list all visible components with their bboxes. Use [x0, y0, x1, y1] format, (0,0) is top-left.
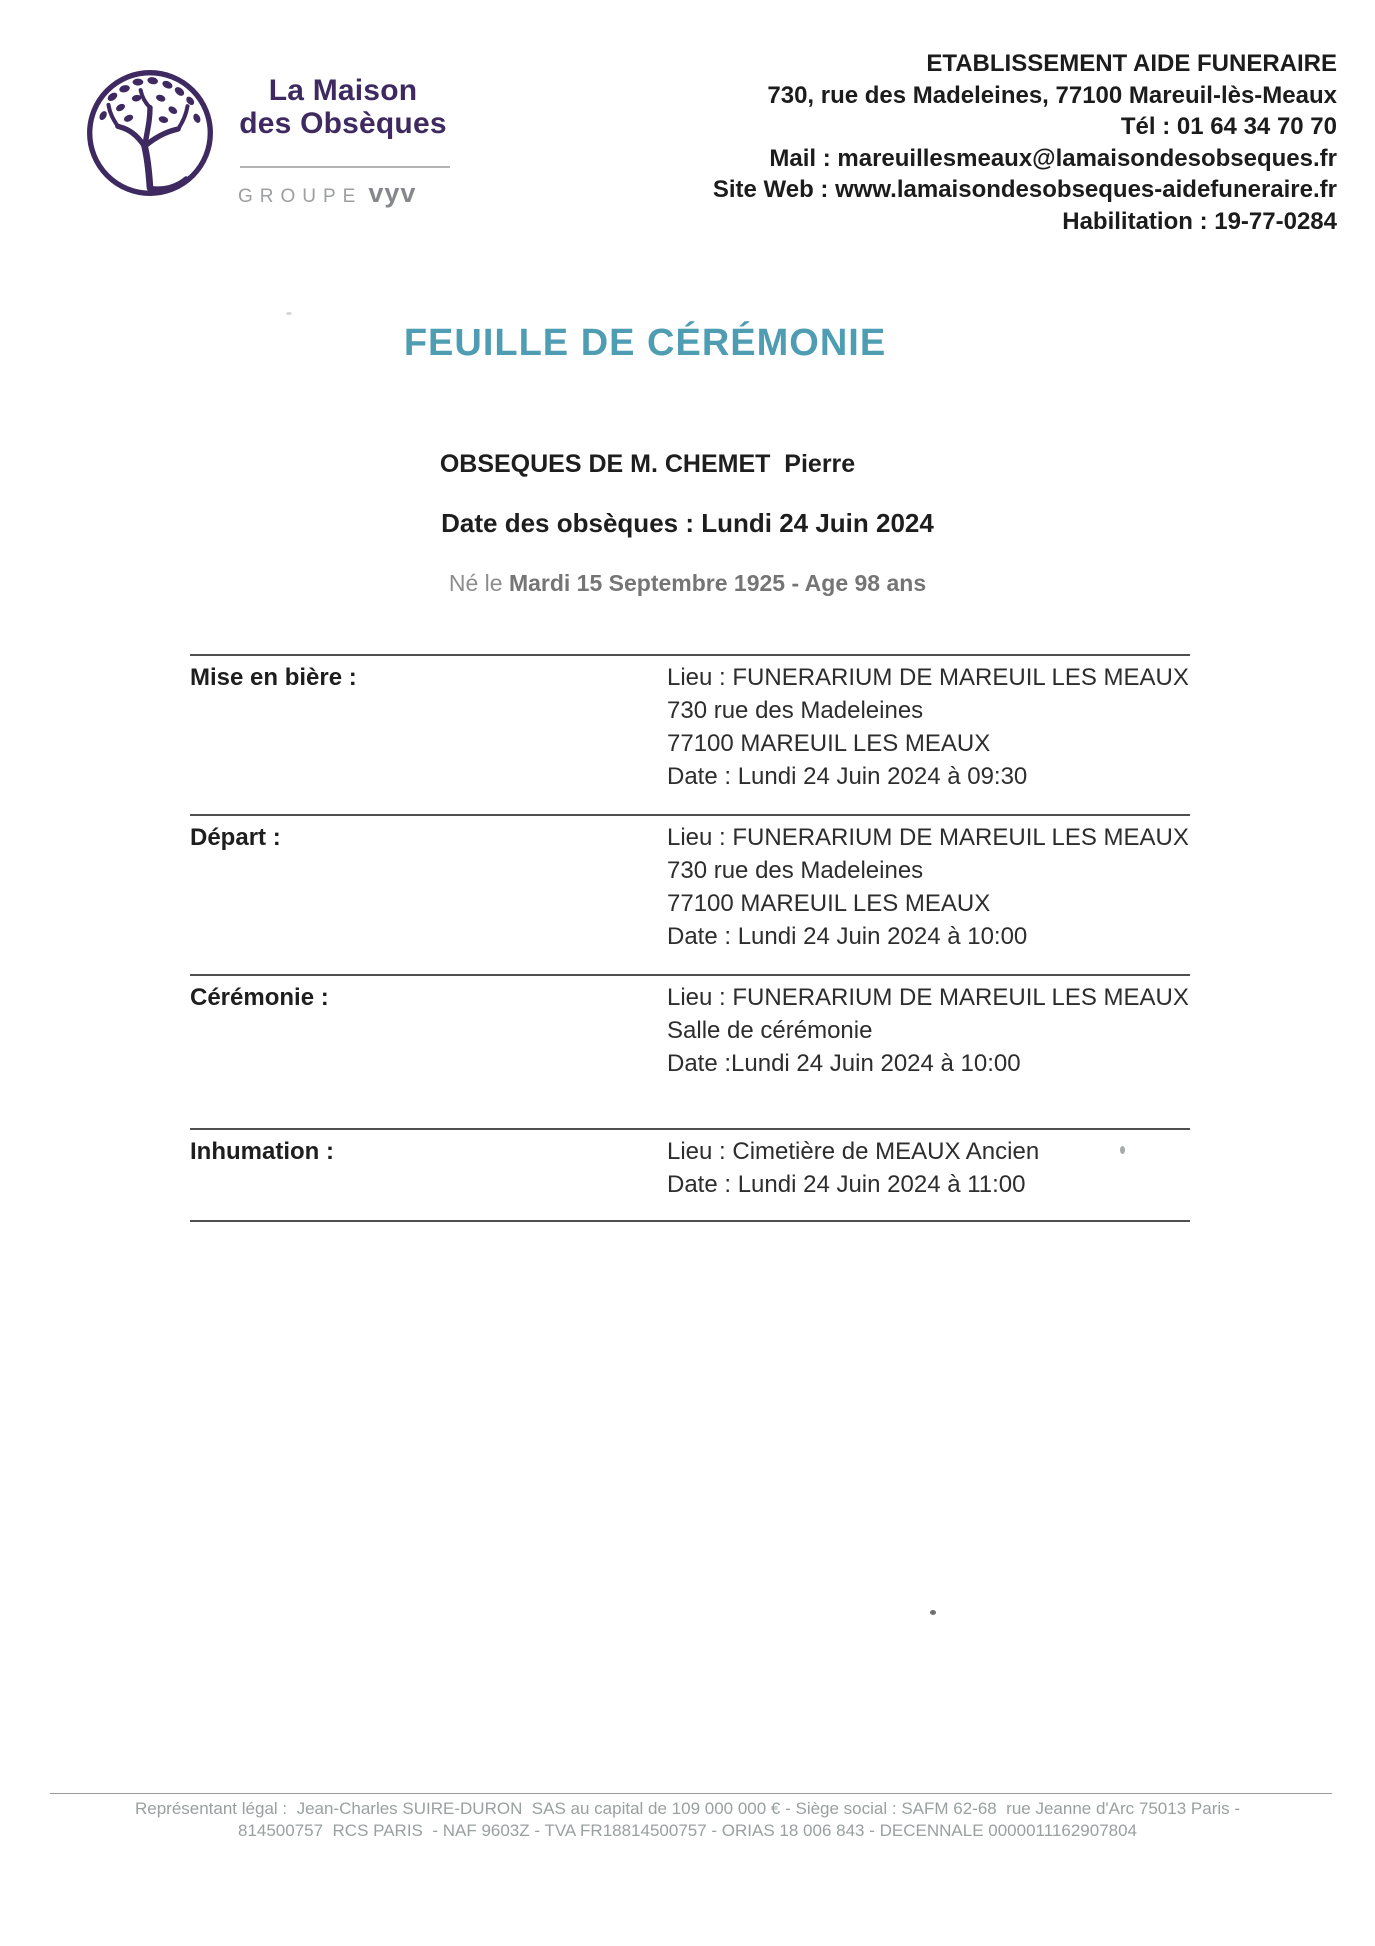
group-vyv-logo [238, 178, 458, 209]
birth-info: Mardi 15 Septembre 1925 - Age 98 ans [508, 570, 927, 596]
birth-line [0, 570, 1375, 597]
content-line: Date : Lundi 24 Juin 2024 à 09:30 [667, 763, 1028, 790]
content-line: Lieu : FUNERARIUM DE MAREUIL LES MEAUX [667, 664, 1189, 691]
content-line: Date : Lundi 24 Juin 2024 à 10:00 [667, 923, 1028, 950]
content-line: 730 rue des Madeleines [667, 857, 924, 884]
brand-divider [240, 166, 450, 168]
tree-logo-icon [83, 64, 217, 202]
schedule-table [190, 654, 1190, 1222]
row-content [667, 1135, 1039, 1220]
row-label: Départ : [190, 824, 281, 851]
row-content [667, 981, 1189, 1128]
row-label: Mise en bière : [190, 664, 357, 691]
brand-name [232, 74, 454, 140]
content-line: 730 rue des Madeleines [667, 697, 924, 724]
establishment-email: Mail : mareuillesmeaux@lamaisondesobseques.fr [769, 144, 1337, 172]
content-line: 77100 MAREUIL LES MEAUX [667, 890, 991, 917]
content-line: Lieu : Cimetière de MEAUX Ancien [667, 1138, 1040, 1165]
legal-footer [0, 1798, 1375, 1842]
table-row [190, 654, 1190, 814]
establishment-website: Site Web : www.lamaisondesobseques-aidefuneraire.fr [712, 176, 1337, 203]
table-row [190, 974, 1190, 1128]
group-label: GROUPE [238, 186, 363, 207]
brand-line1: La Maison [268, 74, 418, 107]
birth-prefix: Né le [448, 570, 509, 596]
group-name: vyv [368, 178, 417, 208]
row-label: Cérémonie : [190, 984, 329, 1011]
row-content [667, 661, 1189, 814]
content-line: 77100 MAREUIL LES MEAUX [667, 730, 991, 757]
establishment-name: ETABLISSEMENT AIDE FUNERAIRE [926, 50, 1337, 77]
row-label: Inhumation : [190, 1138, 334, 1165]
scan-artifact [286, 312, 292, 315]
content-line: Date :Lundi 24 Juin 2024 à 10:00 [667, 1050, 1021, 1077]
content-line: Lieu : FUNERARIUM DE MAREUIL LES MEAUX [667, 824, 1189, 851]
establishment-info [437, 48, 1337, 237]
funeral-date: Date des obsèques : Lundi 24 Juin 2024 [441, 508, 934, 538]
scan-artifact [1120, 1146, 1125, 1154]
legal-footer-line1: Représentant légal : Jean-Charles SUIRE-DURON SAS au capital de 109 000 000 € - Siège social : SAFM 62-68 rue Jeanne d'Arc 75013 Paris - [134, 1799, 1241, 1818]
legal-footer-line2: 814500757 RCS PARIS - NAF 9603Z - TVA FR18814500757 - ORIAS 18 006 843 - DECENNALE 0000011162907804 [237, 1821, 1138, 1840]
content-line: Salle de cérémonie [667, 1017, 873, 1044]
page-title: FEUILLE DE CÉRÉMONIE [403, 322, 887, 364]
establishment-habilitation: Habilitation : 19-77-0284 [1062, 207, 1337, 235]
obseques-heading: OBSEQUES DE M. CHEMET Pierre [439, 450, 856, 478]
table-row [190, 814, 1190, 974]
row-content [667, 821, 1189, 974]
content-line: Lieu : FUNERARIUM DE MAREUIL LES MEAUX [667, 984, 1189, 1011]
establishment-phone: Tél : 01 64 34 70 70 [1120, 113, 1337, 140]
table-row [190, 1128, 1190, 1220]
establishment-address: 730, rue des Madeleines, 77100 Mareuil-lès-Meaux [767, 81, 1337, 109]
brand-line2: des Obsèques [239, 107, 447, 140]
footer-divider [50, 1793, 1332, 1794]
scan-artifact [930, 1610, 936, 1615]
content-line: Date : Lundi 24 Juin 2024 à 11:00 [667, 1171, 1026, 1198]
